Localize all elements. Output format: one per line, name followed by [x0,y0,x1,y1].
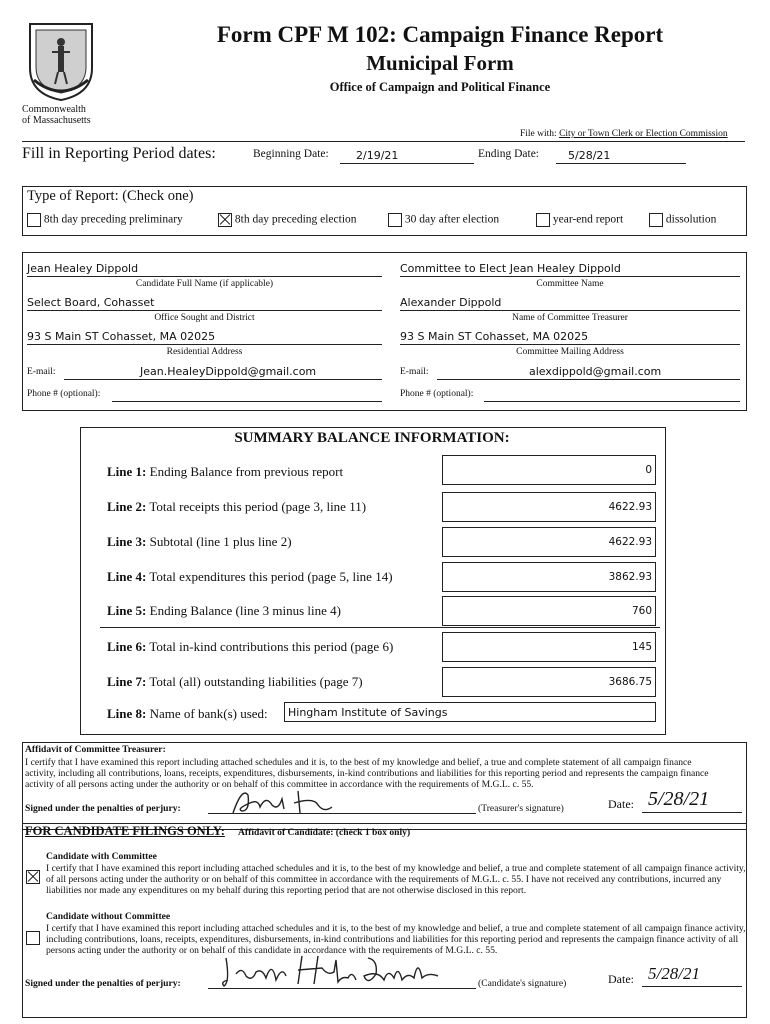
period-divider [22,141,745,142]
line-3-value[interactable]: 4622.93 [442,527,656,557]
treasurer-signature [228,785,358,819]
candidate-phone-field[interactable] [112,387,382,402]
candidate-date-field[interactable]: 5/28/21 [642,968,742,987]
treasurer-date-field[interactable]: 5/28/21 [642,794,742,813]
line-2-value[interactable]: 4622.93 [442,492,656,522]
office-sought-field[interactable]: Select Board, Cohasset [27,296,382,311]
form-title: Form CPF M 102: Campaign Finance Report [216,22,664,47]
candidate-name-field[interactable]: Jean Healey Dippold [27,262,382,277]
candidate-signature [218,952,468,992]
massachusetts-seal-icon [26,20,96,102]
report-type-election[interactable]: 8th day preceding election [218,213,357,227]
committee-email-label: E-mail: [400,367,429,377]
committee-name-field[interactable]: Committee to Elect Jean Healey Dippold [400,262,740,277]
checkbox[interactable] [536,213,550,227]
candidate-signature-caption: (Candidate's signature) [478,978,567,989]
candidate-email-label: E-mail: [27,367,56,377]
candidate-signed-label: Signed under the penalties of perjury: [25,978,181,989]
summary-line-2: Line 2: Total receipts this period (page 3, line 11) [107,499,367,514]
treasurer-affidavit-text: I certify that I have examined this report including attached schedules and it is, to the best of my knowledge and belief, a true and complete statement of all campaign finance activity, including all contributions, loans, receipts, expenditures, disbursements, in-kind contributions and liabilities for this reporting period and represents the campaign finance activity of all persons acting under the authority or on behalf of this committee in accordance with the requirements of M.G.L. c. 55. [25,757,709,790]
line-1-value[interactable]: 0 [442,455,656,485]
summary-line-5: Line 5: Ending Balance (line 3 minus line 4) [107,603,341,618]
summary-line-6: Line 6: Total in-kind contributions this period (page 6) [107,639,394,654]
beginning-date-field[interactable]: 2/19/21 [340,147,474,164]
summary-line-7: Line 7: Total (all) outstanding liabilities (page 7) [107,674,363,689]
report-type-label: Type of Report: (Check one) [27,188,194,204]
checkbox[interactable] [388,213,402,227]
report-type-year-end[interactable]: year-end report [536,213,623,227]
report-type-dissolution[interactable]: dissolution [649,213,716,227]
report-type-30-day[interactable]: 30 day after election [388,213,499,227]
bank-name-field[interactable]: Hingham Institute of Savings [284,702,656,722]
without-committee-checkbox[interactable] [26,929,40,947]
treasurer-affidavit-heading: Affidavit of Committee Treasurer: [25,744,166,755]
checkbox-checked[interactable] [218,213,232,227]
treasurer-signature-caption: (Treasurer's signature) [478,803,564,814]
residential-address-caption: Residential Address [166,347,243,357]
checkbox[interactable] [649,213,663,227]
committee-address-caption: Committee Mailing Address [516,347,624,357]
line-5-value[interactable]: 760 [442,596,656,626]
candidate-name-caption: Candidate Full Name (if applicable) [135,279,274,289]
candidate-date-label: Date: [608,972,634,986]
with-committee-title: Candidate with Committee [46,851,157,862]
committee-name-caption: Committee Name [536,279,604,289]
treasurer-name-field[interactable]: Alexander Dippold [400,296,740,311]
committee-email-field[interactable]: alexdippold@gmail.com [437,365,740,380]
summary-line-4: Line 4: Total expenditures this period (page 5, line 14) [107,569,393,584]
treasurer-signed-label: Signed under the penalties of perjury: [25,803,181,814]
candidate-signature-field[interactable] [208,972,476,989]
period-label: Fill in Reporting Period dates: [22,145,216,162]
summary-title: SUMMARY BALANCE INFORMATION: [234,430,510,446]
candidate-filings-heading: FOR CANDIDATE FILINGS ONLY: [25,824,225,838]
committee-address-field[interactable]: 93 S Main ST Cohasset, MA 02025 [400,330,740,345]
line-6-value[interactable]: 145 [442,632,656,662]
candidate-filings-subheading: Affidavit of Candidate: (check 1 box only) [238,827,411,838]
checkbox[interactable] [27,213,41,227]
with-committee-checkbox[interactable] [26,868,40,886]
report-type-preliminary[interactable]: 8th day preceding preliminary [27,213,183,227]
summary-line-8: Line 8: Name of bank(s) used: [107,706,268,721]
with-committee-text: I certify that I have examined this report including attached schedules and it is, to the best of my knowledge and belief, a true and complete statement of all campaign finance activity, of all persons acting under the authority or on behalf of this committee in accordance with the requirements of M.G.L. c. 55. I have not received any contributions, incurred any liabilities nor made any expenditures on my behalf during this reporting period that are not otherwise disclosed in this report. [46,863,746,896]
line-4-value[interactable]: 3862.93 [442,562,656,592]
without-committee-text: I certify that I have examined this report including attached schedules and it is, to the best of my knowledge and belief, a true and complete statement of all campaign finance activity, including contributions, loans, receipts, expenditures, disbursements, in-kind contributions and liabilities for this reporting period and represents the campaign finance activity of all persons acting under the authority or on behalf of this candidate in accordance with the requirements of M.G.L. c. 55. [46,923,746,956]
file-with: File with: City or Town Clerk or Election Commission [520,129,728,139]
committee-phone-label: Phone # (optional): [400,389,474,399]
summary-line-1: Line 1: Ending Balance from previous report [107,464,344,479]
candidate-phone-label: Phone # (optional): [27,389,101,399]
treasurer-date-label: Date: [608,797,634,811]
treasurer-signature-field[interactable] [208,797,476,814]
ending-date-field[interactable]: 5/28/21 [556,147,686,164]
residential-address-field[interactable]: 93 S Main ST Cohasset, MA 02025 [27,330,382,345]
ending-date-label: Ending Date: [478,148,539,160]
summary-divider [100,627,660,628]
treasurer-name-caption: Name of Committee Treasurer [512,313,628,323]
form-subtitle: Municipal Form [366,51,514,75]
office-sought-caption: Office Sought and District [154,313,255,323]
candidate-email-field[interactable]: Jean.HealeyDippold@gmail.com [64,365,382,380]
beginning-date-label: Beginning Date: [253,148,329,160]
without-committee-title: Candidate without Committee [46,911,171,922]
commonwealth-label: Commonwealth of Massachusetts [22,104,91,126]
line-7-value[interactable]: 3686.75 [442,667,656,697]
office-name: Office of Campaign and Political Finance [329,80,551,94]
committee-phone-field[interactable] [484,387,740,402]
summary-line-3: Line 3: Subtotal (line 1 plus line 2) [107,534,292,549]
